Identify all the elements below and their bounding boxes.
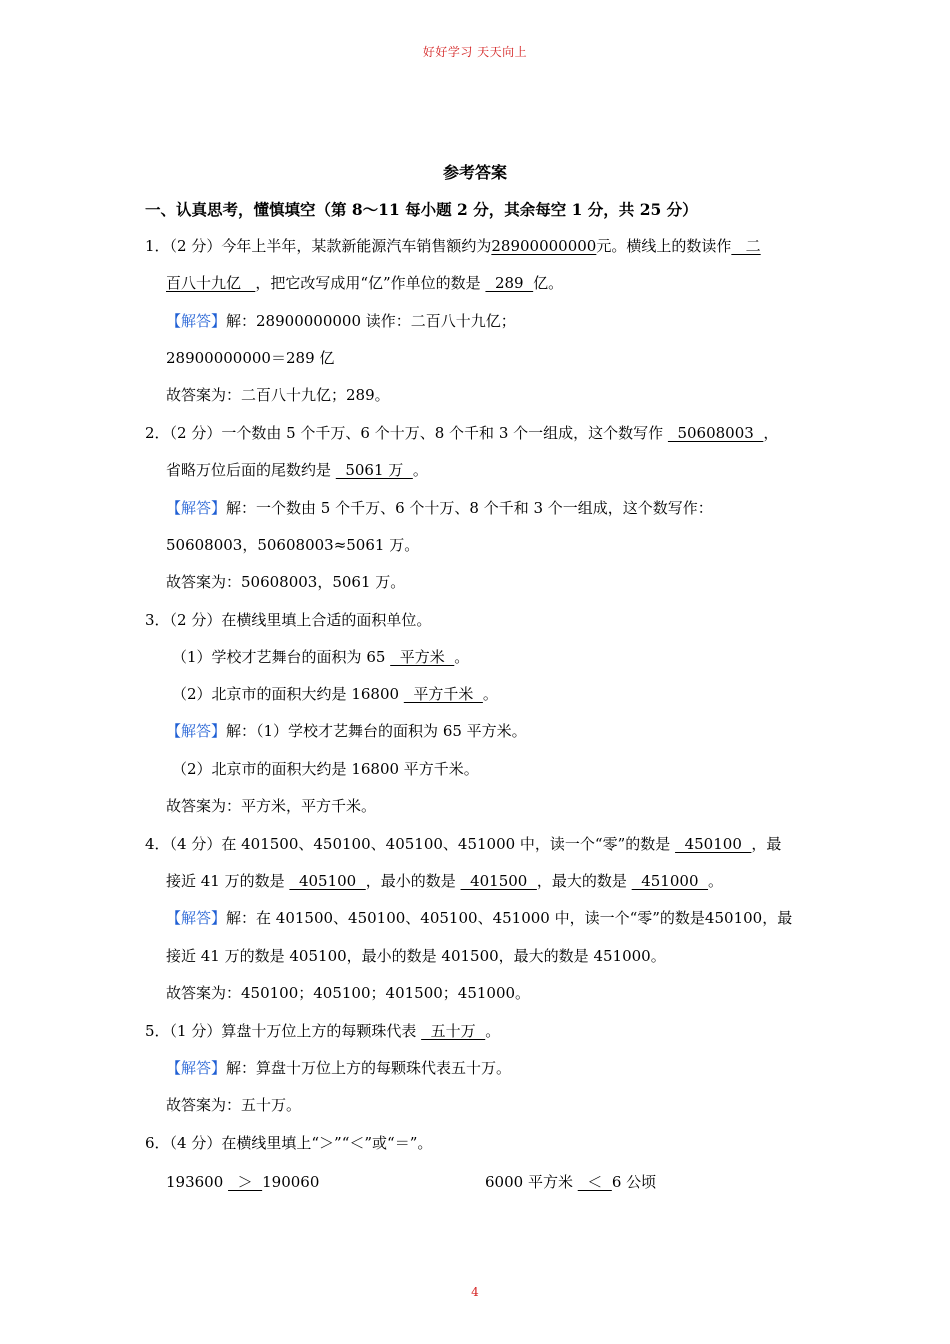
q4-blank3: 401500 — [460, 872, 537, 890]
q2-solution-line1: 【解答】解：一个数由 5 个千万、6 个十万、8 个千和 3 个一组成，这个数写作： — [166, 499, 713, 517]
q6-line1: 6．（4 分）在横线里填上“＞”“＜”或“＝”。 — [145, 1134, 433, 1152]
q4-answer: 故答案为：450100；405100；401500；451000。 — [166, 984, 531, 1002]
q1-solution-line1: 【解答】解：28900000000 读作：二百八十九亿； — [166, 312, 516, 330]
q2-blank1: 50608003 — [667, 424, 764, 442]
page-number: 4 — [471, 1285, 479, 1299]
q4-solution-line2: 接近 41 万的数是 405100，最小的数是 401500，最大的数是 451000。 — [166, 947, 666, 965]
q1-line2: 百八十九亿 ，把它改写成用“亿”作单位的数是 289 亿。 — [166, 274, 564, 292]
solution-tag: 【解答】 — [166, 909, 227, 927]
q1-answer: 故答案为：二百八十九亿；289。 — [166, 386, 390, 404]
q3-blank2: 平方千米 — [403, 685, 483, 703]
q5-blank1: 五十万 — [421, 1022, 486, 1040]
q2-line2: 省略万位后面的尾数约是 5061 万 。 — [166, 461, 428, 479]
q4-line2: 接近 41 万的数是 405100 ，最小的数是 401500 ，最大的数是 451000 。 — [166, 872, 724, 890]
q1-blank1-part1: 二 — [731, 237, 761, 255]
page-title: 参考答案 — [442, 163, 507, 182]
q3-blank1: 平方米 — [390, 648, 455, 666]
q3-part2: （2）北京市的面积大约是 16800 平方千米 。 — [172, 685, 498, 703]
q2-answer: 故答案为：50608003，5061 万。 — [166, 573, 406, 591]
q1-solution-line2: 28900000000＝289 亿 — [166, 349, 335, 367]
q1-number: 28900000000 — [491, 237, 597, 255]
q4-solution-line1: 【解答】解：在 401500、450100、405100、451000 中，读一个“零”的数是450100，最 — [166, 909, 793, 927]
section-heading: 一、认真思考，懂慎填空（第 8～11 每小题 2 分，其余每空 1 分，共 25 分） — [145, 200, 698, 219]
q3-solution-line2: （2）北京市的面积大约是 16800 平方千米。 — [172, 760, 479, 778]
solution-tag: 【解答】 — [166, 499, 227, 517]
solution-tag: 【解答】 — [166, 312, 227, 330]
q5-answer: 故答案为：五十万。 — [166, 1096, 302, 1114]
q3-solution-line1: 【解答】解：（1）学校才艺舞台的面积为 65 平方米。 — [166, 722, 527, 740]
q6-left-blank: ＞ — [228, 1173, 263, 1191]
q6-right-compare: 6000 平方米 ＜ 6 公顷 — [485, 1173, 657, 1191]
q6-right-blank: ＜ — [577, 1173, 612, 1191]
solution-tag: 【解答】 — [166, 1059, 227, 1077]
q2-line1: 2．（2 分）一个数由 5 个千万、6 个十万、8 个千和 3 个一组成，这个数写作 50608003 ， — [145, 424, 779, 442]
page-header: 好好学习 天天向上 — [422, 45, 528, 59]
q1-blank1-part2: 百八十九亿 — [166, 274, 256, 292]
q3-line1: 3．（2 分）在横线里填上合适的面积单位。 — [145, 611, 432, 629]
q3-answer: 故答案为：平方米，平方千米。 — [166, 797, 377, 815]
q2-blank2: 5061 万 — [335, 461, 413, 479]
q5-solution-line1: 【解答】解：算盘十万位上方的每颗珠代表五十万。 — [166, 1059, 512, 1077]
q1-line1: 1．（2 分）今年上半年，某款新能源汽车销售额约为28900000000元。横线上的数读作 二 — [145, 237, 761, 255]
q3-part1: （1）学校才艺舞台的面积为 65 平方米 。 — [172, 648, 470, 666]
q4-line1: 4．（4 分）在 401500、450100、405100、451000 中，读一个“零”的数是 450100 ，最 — [145, 835, 782, 853]
q2-solution-line2: 50608003，50608003≈5061 万。 — [166, 536, 420, 554]
q4-blank2: 405100 — [289, 872, 366, 890]
q4-blank4: 451000 — [631, 872, 709, 890]
solution-tag: 【解答】 — [166, 722, 227, 740]
q4-blank1: 450100 — [675, 835, 752, 853]
q6-left-compare: 193600 ＞ 190060 — [166, 1173, 320, 1191]
q1-blank2: 289 — [485, 274, 534, 292]
q5-line1: 5．（1 分）算盘十万位上方的每颗珠代表 五十万 。 — [145, 1022, 501, 1040]
